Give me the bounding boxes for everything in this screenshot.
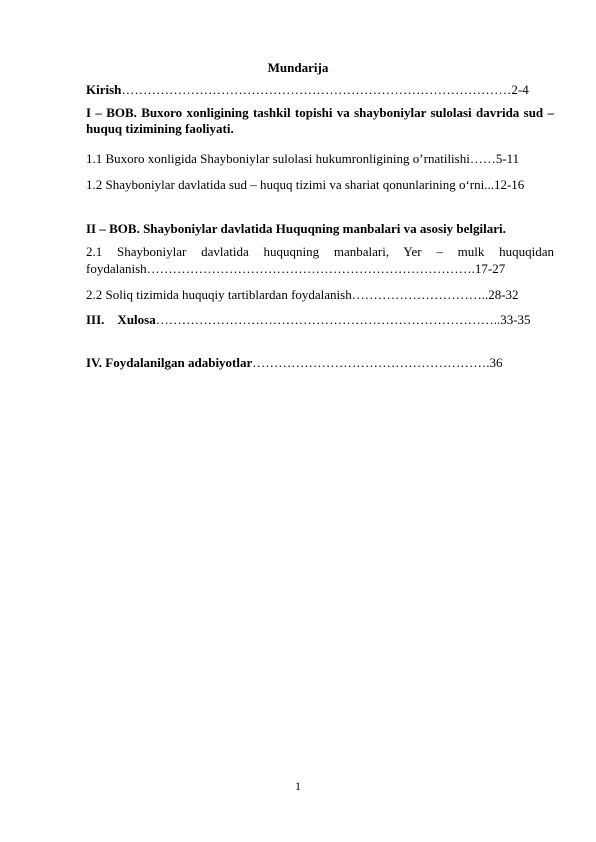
toc-entry-xulosa-rest: ……………………………………………………………………..33-35 bbox=[155, 312, 531, 327]
toc-entry-section-1-2: 1.2 Shayboniylar davlatida sud – huquq tizimi va shariat qonunlarining o‘rni...12-16 bbox=[86, 177, 525, 192]
toc-entry-kirish-label: Kirish bbox=[86, 82, 122, 97]
toc-entry-section-1-1: 1.1 Buxoro xonligida Shayboniylar sulolasi hukumronligining o’rnatilishi……5-11 bbox=[86, 151, 520, 166]
toc-entry-kirish-pages: 2-4 bbox=[511, 82, 529, 97]
toc-entry-section-2-1-line-2: foydalanish………………………………………………………………….17-27 bbox=[86, 261, 506, 276]
toc-entry-adabiyotlar-label: IV. Foydalanilgan adabiyotlar bbox=[86, 355, 253, 370]
toc-entry-section-2-1-line-1: 2.1 Shayboniylar davlatida huquqning manbalari, Yer – mulk huquqidan bbox=[86, 244, 554, 259]
toc-entry-adabiyotlar bbox=[86, 355, 554, 371]
toc-entry-kirish-leader: ……………………………………………………………………………… bbox=[121, 82, 512, 97]
page-title: Mundarija bbox=[267, 60, 329, 75]
page-number: 1 bbox=[295, 779, 301, 793]
toc-entry-kirish bbox=[86, 82, 554, 98]
toc-entry-chapter-2: II – BOB. Shayboniylar davlatida Huquqning manbalari va asosiy belgilari. bbox=[86, 221, 506, 236]
toc-entry-xulosa bbox=[86, 312, 554, 328]
toc-entry-chapter-1: I – BOB. Buxoro xonligining tashkil topishi va shayboniylar sulolasi davrida sud – huquq tizimining faoliyati. bbox=[86, 105, 554, 136]
toc-entry-adabiyotlar-rest: ……………………………………………….36 bbox=[252, 355, 503, 370]
toc-entry-xulosa-label: III. Xulosa bbox=[86, 312, 156, 327]
toc-entry-section-2-2: 2.2 Soliq tizimida huquqiy tartiblardan foydalanish…………………………..28-32 bbox=[86, 287, 519, 302]
